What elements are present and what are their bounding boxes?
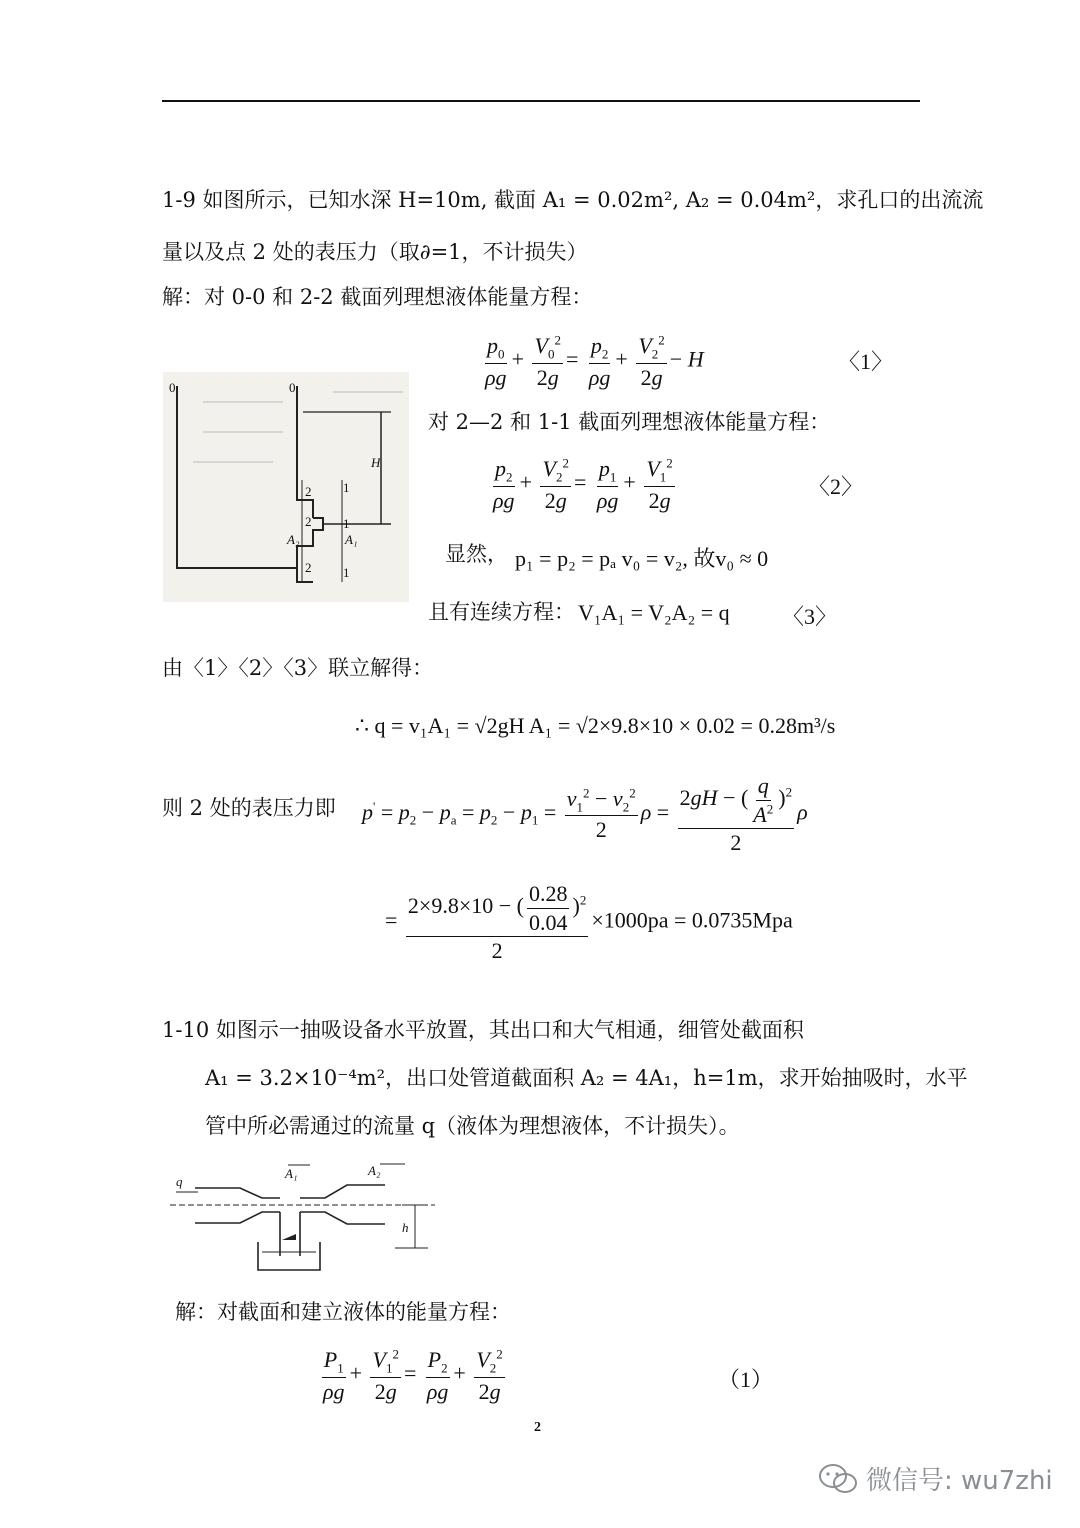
fig-label-2a: 2 <box>305 484 312 499</box>
watermark-text: 微信号: wu7zhi <box>866 1466 1053 1496</box>
fig-label-1a: 1 <box>343 480 350 495</box>
pressure-formula: $p' = p_2 - p_a = p_2 - p_1$ = $\frac{v_1^2 - v_2^2}{2}$ ρ = 2gH − ( $\frac{q}{A^2}$ )$^2$ 2 ρ <box>362 773 808 855</box>
fig-label-1b: 1 <box>343 516 350 531</box>
suction-device-diagram <box>170 1160 440 1275</box>
wechat-icon <box>818 1462 858 1496</box>
equation-1-10-label: （1） <box>718 1367 774 1392</box>
continuity-text: 且有连续方程： <box>428 600 575 624</box>
equation-3-label: 〈3〉 <box>782 604 838 629</box>
fig-label-a1-1-10: A₁ <box>285 1166 298 1181</box>
page-number: 2 <box>534 1420 541 1435</box>
pressure-numeric: = 2×9.8×10 − ( $\frac{0.28}{0.04}$ )$^2$ 2 ×1000pa = 0.0735Mpa <box>385 881 793 963</box>
text-22-11: 对 2—2 和 1-1 截面列理想液体能量方程： <box>428 410 831 434</box>
fig-label-a2-1-10: A₂ <box>368 1163 381 1178</box>
continuity-equation: V₁A₁ = V₂A₂ = q <box>578 600 730 625</box>
equation-1: $\frac{p_0}{\rho g}$ + $\frac{V_0^2}{2g}$ = $\frac{p_2}{\rho g}$ + $\frac{V_2^2}{2g}$ − H <box>485 332 704 390</box>
tank-orifice-figure <box>163 372 409 602</box>
equation-1-label: 〈1〉 <box>838 349 894 374</box>
fig-label-h-1-10: h <box>402 1220 409 1235</box>
equation-2-label: 〈2〉 <box>808 474 864 499</box>
fig-label-2c: 2 <box>305 560 312 575</box>
solution-intro-1-10: 解：对截面和建立液体的能量方程： <box>175 1300 511 1324</box>
equation-2: $\frac{p_2}{\rho g}$ + $\frac{V_2^2}{2g}$ = $\frac{p_1}{\rho g}$ + $\frac{V_1^2}{2g}$ <box>493 455 673 513</box>
fig-label-h: H <box>371 455 381 470</box>
fig-label-0-left: 0 <box>169 380 176 395</box>
q-result-equation: ∴ q = v₁A₁ = √2gH A₁ = √2×9.8×10 × 0.02 = 0.28m³/s <box>355 713 836 738</box>
fig-label-2b: 2 <box>305 514 312 529</box>
obviously-text: 显然， <box>445 542 508 566</box>
obviously-equation: p₁ = p₂ = pₐ v₀ = v₂, 故v₀ ≈ 0 <box>515 546 769 571</box>
fig-label-a2: A₂ <box>287 532 300 547</box>
pressure-result: ×1000pa = 0.0735Mpa <box>591 907 793 933</box>
equation-1-10: $\frac{P_1}{\rho g}$ + $\frac{V_1^2}{2g}$ = $\frac{P_2}{\rho g}$ + $\frac{V_2^2}{2g}$ <box>323 1346 503 1404</box>
tank-orifice-diagram <box>163 372 409 602</box>
combine-text: 由〈1〉〈2〉〈3〉联立解得： <box>162 656 434 680</box>
solution-intro-1-9: 解：对 0-0 和 2-2 截面列理想液体能量方程： <box>162 285 593 309</box>
problem-1-10-line3: 管中所必需通过的流量 q（液体为理想液体，不计损失）。 <box>205 1114 740 1138</box>
problem-1-10-line2: A₁ = 3.2×10⁻⁴m²，出口处管道截面积 A₂ = 4A₁，h=1m，求开始抽吸时，水平 <box>205 1066 968 1090</box>
watermark <box>818 1460 1053 1497</box>
fig-label-0-right: 0 <box>289 380 296 395</box>
fig-label-q: q <box>176 1174 183 1189</box>
problem-1-10-line1: 1-10 如图示一抽吸设备水平放置，其出口和大气相通，细管处截面积 <box>162 1018 804 1042</box>
header-rule <box>162 100 920 102</box>
pressure-intro: 则 2 处的表压力即 <box>162 796 336 820</box>
fig-label-a1: A₁ <box>345 532 358 547</box>
problem-1-9-line1: 1-9 如图所示，已知水深 H=10m, 截面 A₁ = 0.02m², A₂ = 0.04m²，求孔口的出流流 <box>162 188 984 212</box>
fig-label-1c: 1 <box>343 565 350 580</box>
suction-device-figure <box>170 1160 440 1275</box>
problem-1-9-line2: 量以及点 2 处的表压力（取∂=1，不计损失） <box>162 240 588 264</box>
